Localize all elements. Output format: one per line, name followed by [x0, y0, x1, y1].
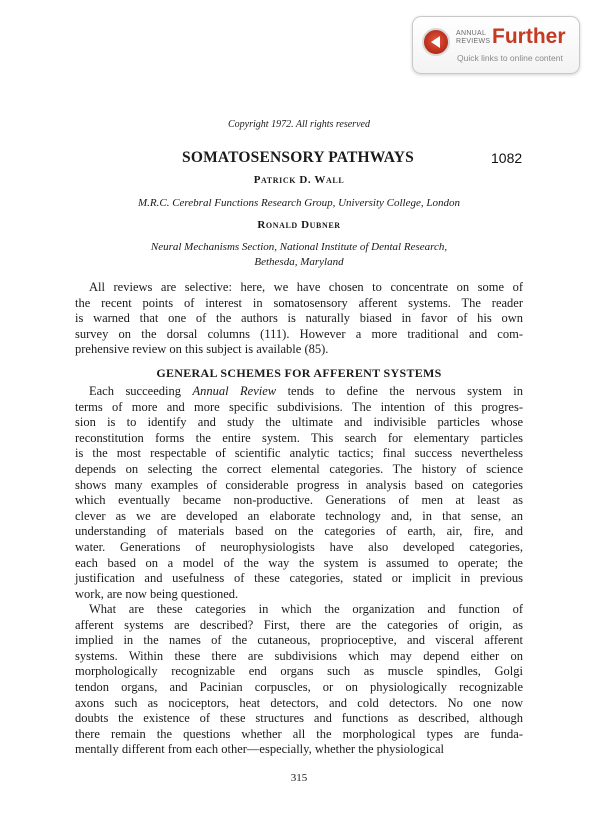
text-line: implied in the names of the cutaneous, proprioceptive, and visceral afferent	[75, 633, 523, 648]
page-number: 315	[290, 772, 308, 784]
annual-reviews-logo-text: ANNUAL REVIEWS	[456, 30, 491, 45]
text-line: morphologically recognizable end organs such as muscle spindles, Golgi	[75, 664, 523, 679]
text-line: justification and usefulness of these categories, stated or implicit in previous	[75, 571, 523, 586]
text-line: the recent points of interest in somatosensory afferent systems. The reader	[75, 295, 523, 310]
text-line: axons such as nociceptors, heat detectors, and cold detectors. No one now	[75, 695, 523, 710]
affiliation-wall: M.R.C. Cerebral Functions Research Group, University College, London	[137, 197, 460, 209]
play-back-icon	[422, 28, 450, 56]
article-title: SOMATOSENSORY PATHWAYS	[182, 149, 414, 166]
intro-paragraph	[75, 280, 523, 358]
text-line: shows many examples of considerable progress in analysis based on categories	[75, 477, 523, 492]
paragraph-general-schemes	[75, 384, 523, 602]
text-line: survey on the dorsal columns (111). However a more traditional and com-	[75, 326, 523, 341]
author-wall: Patrick D. Wall	[253, 174, 345, 186]
text-line: each based on a model of the way the system is assumed to operate; the	[75, 555, 523, 570]
further-badge[interactable]	[412, 16, 580, 74]
text-line: What are these categories in which the organization and function of	[89, 602, 523, 616]
text-line: depends on selecting the correct elemental categories. The history of science	[75, 461, 523, 476]
affiliation-dubner-line2: Bethesda, Maryland	[254, 256, 344, 268]
further-label: Further	[492, 25, 566, 48]
article-number: 1082	[491, 150, 523, 166]
text-line: understanding of materials based on the categories of earth, air, fire, and	[75, 524, 523, 539]
text-line: All reviews are selective: here, we have chosen to concentrate on some of	[89, 280, 523, 294]
text-line: there remain the questions whether all the morphological types are funda-	[75, 726, 523, 741]
section-heading: GENERAL SCHEMES FOR AFFERENT SYSTEMS	[156, 366, 442, 380]
text-line: is warned that one of the authors is naturally biased in favor of his own	[75, 311, 523, 326]
text-line: afferent systems are described? First, there are the categories of origin, as	[75, 617, 523, 632]
text-line: prehensive review on this subject is available (85).	[75, 342, 329, 357]
text-line: systems. Within these there are subdivisions which may depend either on	[75, 648, 523, 663]
author-dubner: Ronald Dubner	[257, 219, 341, 231]
copyright-line: Copyright 1972. All rights reserved	[228, 119, 370, 130]
text-line: terms of more and more specific subdivisions. The intention of this progres-	[75, 399, 523, 414]
text-line: which eventually became non-productive. Generations of men at least as	[75, 493, 523, 508]
paragraph-categories	[75, 602, 523, 758]
text-line: reconstitution forms the entire system. This search for elementary particles	[75, 430, 523, 445]
text-line: mentally different from each other—especially, whether the physiological	[75, 742, 444, 757]
affiliation-dubner-line1: Neural Mechanisms Section, National Institute of Dental Research,	[150, 241, 448, 253]
text-line: water. Generations of neurophysiologists have also developed categories,	[75, 539, 523, 554]
text-line: work, are now being questioned.	[75, 586, 239, 601]
text-line: doubts the existence of these structures and functions as described, although	[75, 711, 523, 726]
text-line: clever as we are developed an elaborate technology and, in that sense, an	[75, 508, 523, 523]
text-line: tendon organs, and Pacinian corpuscles, or on physiologically recognizable	[75, 679, 523, 694]
text-line: Each succeeding Annual Review tends to define the nervous system in	[89, 384, 524, 398]
text-line: is the most respectable of scientific analytic tactics; final success nevertheless	[75, 446, 523, 461]
text-line: sion is to identify and study the ultimate and indivisible particles whose	[75, 415, 523, 430]
quick-links-label: Quick links to online content	[457, 53, 563, 63]
